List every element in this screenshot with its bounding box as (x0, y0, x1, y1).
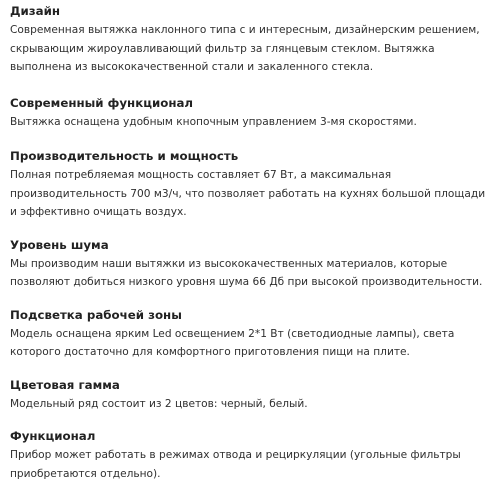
section-noise-level (10, 237, 494, 292)
section-modern-functions (10, 95, 494, 132)
section-text: Современная вытяжка наклонного типа с и интересным, дизайнерским решением, скрывающим жироулавливающий фильтр за глянцевым стеклом. Вытяжка выполнена из высококачественной стали и закаленного стекла. (10, 24, 480, 73)
section-work-area-lighting (10, 307, 494, 362)
section-design (10, 3, 494, 77)
section-functionality (10, 428, 494, 483)
product-description (0, 3, 500, 480)
section-text: Вытяжка оснащена удобным кнопочным управлением 3-мя скоростями. (10, 115, 417, 128)
section-title: Функционал (10, 429, 96, 443)
section-performance-power (10, 148, 494, 222)
section-title: Дизайн (10, 4, 61, 18)
section-text: Мы производим наши вытяжки из высококачественных материалов, которые позволяют добиться низкого уровня шума 66 Дб при высокой производительности. (10, 257, 483, 288)
section-text: Полная потребляемая мощность составляет 67 Вт, а максимальная производительность 700 м3/ч, что позволяет работать на кухнях большой площади и эффективно очищать воздух. (10, 169, 486, 218)
section-title: Уровень шума (10, 237, 109, 252)
section-text: Прибор может работать в режимах отвода и рециркуляции (угольные фильтры приобретаются отдельно). (10, 449, 461, 480)
section-title: Цветовая гамма (10, 377, 120, 392)
section-color-range (10, 377, 494, 414)
section-text: Модельный ряд состоит из 2 цветов: черный, белый. (10, 397, 308, 410)
section-text: Модель оснащена ярким Led освещением 2*1 Вт (светодиодные лампы), света которого достаточно для комфортного приготовления пищи на плите. (10, 327, 455, 358)
section-title: Производительность и мощность (10, 149, 239, 163)
section-title: Современный функционал (10, 95, 194, 110)
section-title: Подсветка рабочей зоны (10, 307, 182, 322)
